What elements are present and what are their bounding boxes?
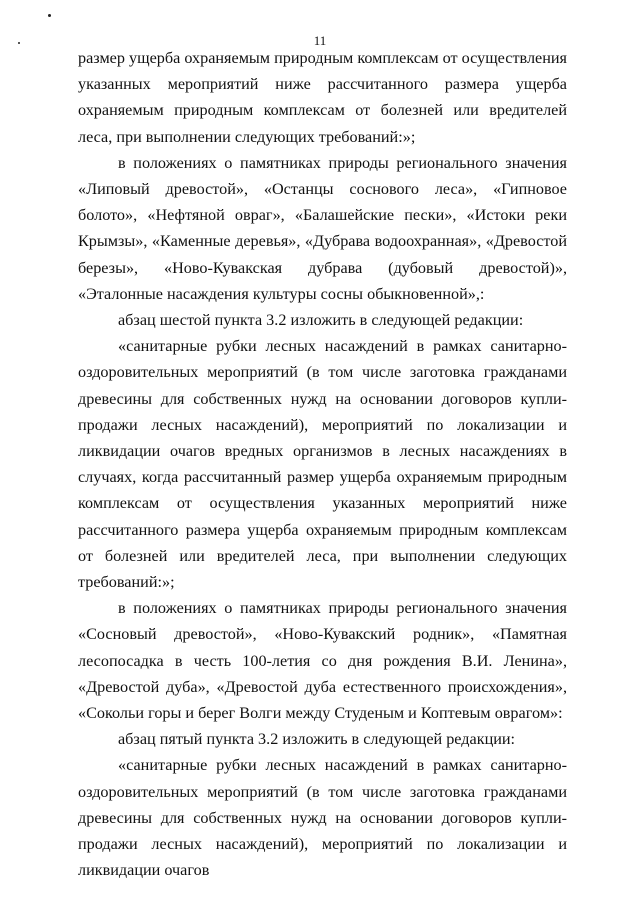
scan-speck bbox=[18, 42, 20, 44]
paragraph: «санитарные рубки лесных насаждений в рамках санитарно-оздоровительных мероприятий (в том числе заготовка гражданами древесины для собственных нужд на основании договоров купли-продажи лесных насаждений), мероприятий по локализации и ликвидации очагов bbox=[78, 756, 567, 880]
paragraph: размер ущерба охраняемым природным комплексам от осуществления указанных мероприятий ниже рассчитанного размера ущерба охраняемым природным комплексам от болезней или вредителей леса, при выполнении следующих требований:»; bbox=[78, 49, 567, 146]
paragraph: «санитарные рубки лесных насаждений в рамках санитарно-оздоровительных мероприятий (в том числе заготовка гражданами древесины для собственных нужд на основании договоров купли-продажи лесных насаждений), мероприятий по локализации и ликвидации очагов вредных организмов в лесных насаждениях в случаях, когда рассчитанный размер ущерба охраняемым природным комплексам от осуществления указанных мероприятий ниже рассчитанного размера ущерба охраняемым природным комплексам от болезней или вредителей леса, при выполнении следующих требований:»; bbox=[78, 337, 567, 592]
page-number: 11 bbox=[313, 33, 327, 48]
document-body bbox=[78, 45, 567, 884]
paragraph: в положениях о памятниках природы регионального значения «Сосновый древостой», «Ново-Кувакский родник», «Памятная лесопосадка в честь 100-летия со дня рождения В.И. Ленина», «Древостой дуба», «Древостой дуба естественного происхождения», «Сокольи горы и берег Волги между Студеным и Коптевым оврагом»: bbox=[78, 599, 567, 723]
paragraph: абзац пятый пункта 3.2 изложить в следующей редакции: bbox=[118, 730, 516, 749]
paragraph: абзац шестой пункта 3.2 изложить в следующей редакции: bbox=[118, 311, 524, 330]
scan-speck bbox=[48, 14, 51, 17]
paragraph: в положениях о памятниках природы регионального значения «Липовый древостой», «Останцы соснового леса», «Гипновое болото», «Нефтяной овраг», «Балашейские пески», «Истоки реки Крымзы», «Каменные деревья», «Дубрава водоохранная», «Древостой березы», «Ново-Кувакская дубрава (дубовый древостой)», «Эталонные насаждения культуры сосны обыкновенной»,: bbox=[78, 153, 567, 303]
